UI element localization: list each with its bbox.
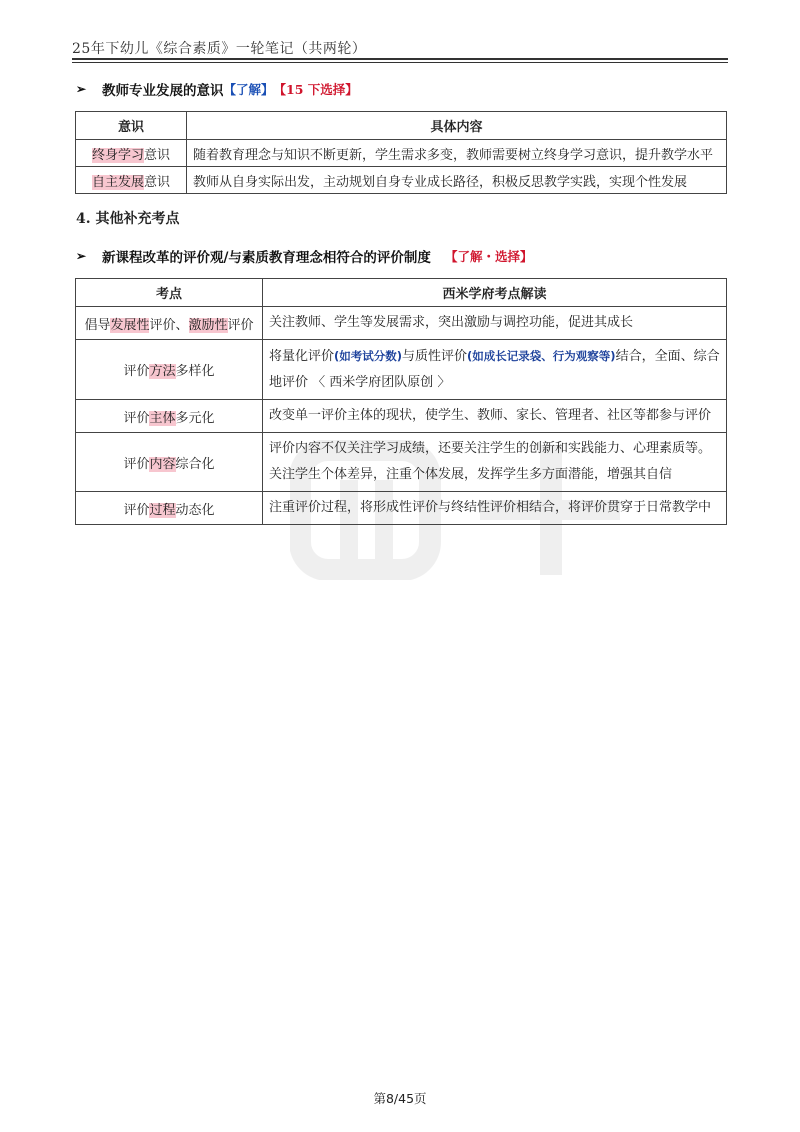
table-header-row xyxy=(76,279,727,307)
text-line: 评价内容不仅关注学习成绩，还要关注学生的创新和实践能力、心理素质等。 xyxy=(269,441,712,456)
page-number: 第8/45页 xyxy=(373,1091,427,1106)
interpretation xyxy=(263,433,727,492)
awareness-suffix: 意识 xyxy=(144,147,171,163)
subheading-other-points: 4. 其他补充考点 xyxy=(76,211,180,227)
table-row xyxy=(76,400,727,433)
exam-point xyxy=(76,340,263,400)
interpretation: 改变单一评价主体的现状，使学生、教师、家长、管理者、社区等都参与评价 xyxy=(263,400,727,433)
text: 动态化 xyxy=(175,502,215,518)
interpretation xyxy=(263,340,727,400)
interpretation: 注重评价过程，将形成性评价与终结性评价相结合，将评价贯穿于日常教学中 xyxy=(263,492,727,525)
text-line: 关注学生个体差异，注重个体发展，发挥学生多方面潜能，增强其自信 xyxy=(269,467,673,482)
page-header: 25年下幼儿《综合素质》一轮笔记（共两轮） xyxy=(72,41,367,57)
awareness-name xyxy=(76,140,187,167)
highlight-text: 过程 xyxy=(149,502,176,518)
header-cell: 意识 xyxy=(76,112,187,140)
arrow-bullet-icon: ➢ xyxy=(76,82,87,96)
text: 倡导 xyxy=(84,317,111,333)
text: 综合化 xyxy=(175,456,215,472)
exam-point xyxy=(76,492,263,525)
table-row xyxy=(76,492,727,525)
arrow-bullet-icon: ➢ xyxy=(76,249,87,263)
header-rule xyxy=(72,58,728,60)
table-row xyxy=(76,140,727,167)
exam-point xyxy=(76,400,263,433)
section-title: 教师专业发展的意识 xyxy=(102,83,224,99)
awareness-content: 教师从自身实际出发，主动规划自身专业成长路径，积极反思教学实践，实现个性发展 xyxy=(187,167,727,194)
table-row xyxy=(76,167,727,194)
example-note: (如成长记录袋、行为观察等) xyxy=(467,349,616,363)
text: 与质性评价 xyxy=(402,349,468,364)
highlight-text: 方法 xyxy=(149,364,176,379)
highlight-text: 内容 xyxy=(149,456,176,472)
section-heading-teacher-awareness xyxy=(76,79,358,99)
header-cell: 西米学府考点解读 xyxy=(263,279,727,307)
text: 将量化评价 xyxy=(269,349,335,364)
text: 评价 xyxy=(123,456,150,472)
highlight-text: 自主发展 xyxy=(91,174,144,190)
awareness-name xyxy=(76,167,187,194)
text: 评价、 xyxy=(149,317,189,333)
awareness-suffix: 意识 xyxy=(144,174,171,190)
awareness-content: 随着教育理念与知识不断更新，学生需求多变，教师需要树立终身学习意识，提升教学水平 xyxy=(187,140,727,167)
highlight-text: 主体 xyxy=(149,410,176,426)
text: 评价 xyxy=(227,317,254,333)
text: 多样化 xyxy=(175,364,215,379)
table-header-row xyxy=(76,112,727,140)
table-row xyxy=(76,307,727,340)
text: 多元化 xyxy=(175,410,215,426)
highlight-text: 发展性 xyxy=(110,317,150,333)
header-cell: 具体内容 xyxy=(187,112,727,140)
exam-point xyxy=(76,307,263,340)
tag-understand-choice: 【了解・选择】 xyxy=(444,249,533,264)
text: 评价 xyxy=(123,502,150,518)
awareness-table xyxy=(75,111,727,194)
table-row xyxy=(76,340,727,400)
highlight-text: 终身学习 xyxy=(91,147,144,163)
text: 结合，全面、综合地评价 〈 西米学府团队原创 〉 xyxy=(269,349,720,390)
text: 评价 xyxy=(123,410,150,426)
header-cell: 考点 xyxy=(76,279,263,307)
tag-understand: 【了解】 xyxy=(223,82,274,97)
section-heading-evaluation xyxy=(76,246,532,266)
exam-point xyxy=(76,433,263,492)
interpretation: 关注教师、学生等发展需求，突出激励与调控功能，促进其成长 xyxy=(263,307,727,340)
text: 评价 xyxy=(123,364,150,379)
highlight-text: 激励性 xyxy=(188,317,228,333)
header-rule-thin xyxy=(72,62,728,63)
example-note: (如考试分数) xyxy=(334,349,403,363)
table-row xyxy=(76,433,727,492)
evaluation-table xyxy=(75,278,727,525)
section-title: 新课程改革的评价观/与素质教育理念相符合的评价制度 xyxy=(102,250,431,266)
tag-exam: 【15 下选择】 xyxy=(273,82,358,97)
